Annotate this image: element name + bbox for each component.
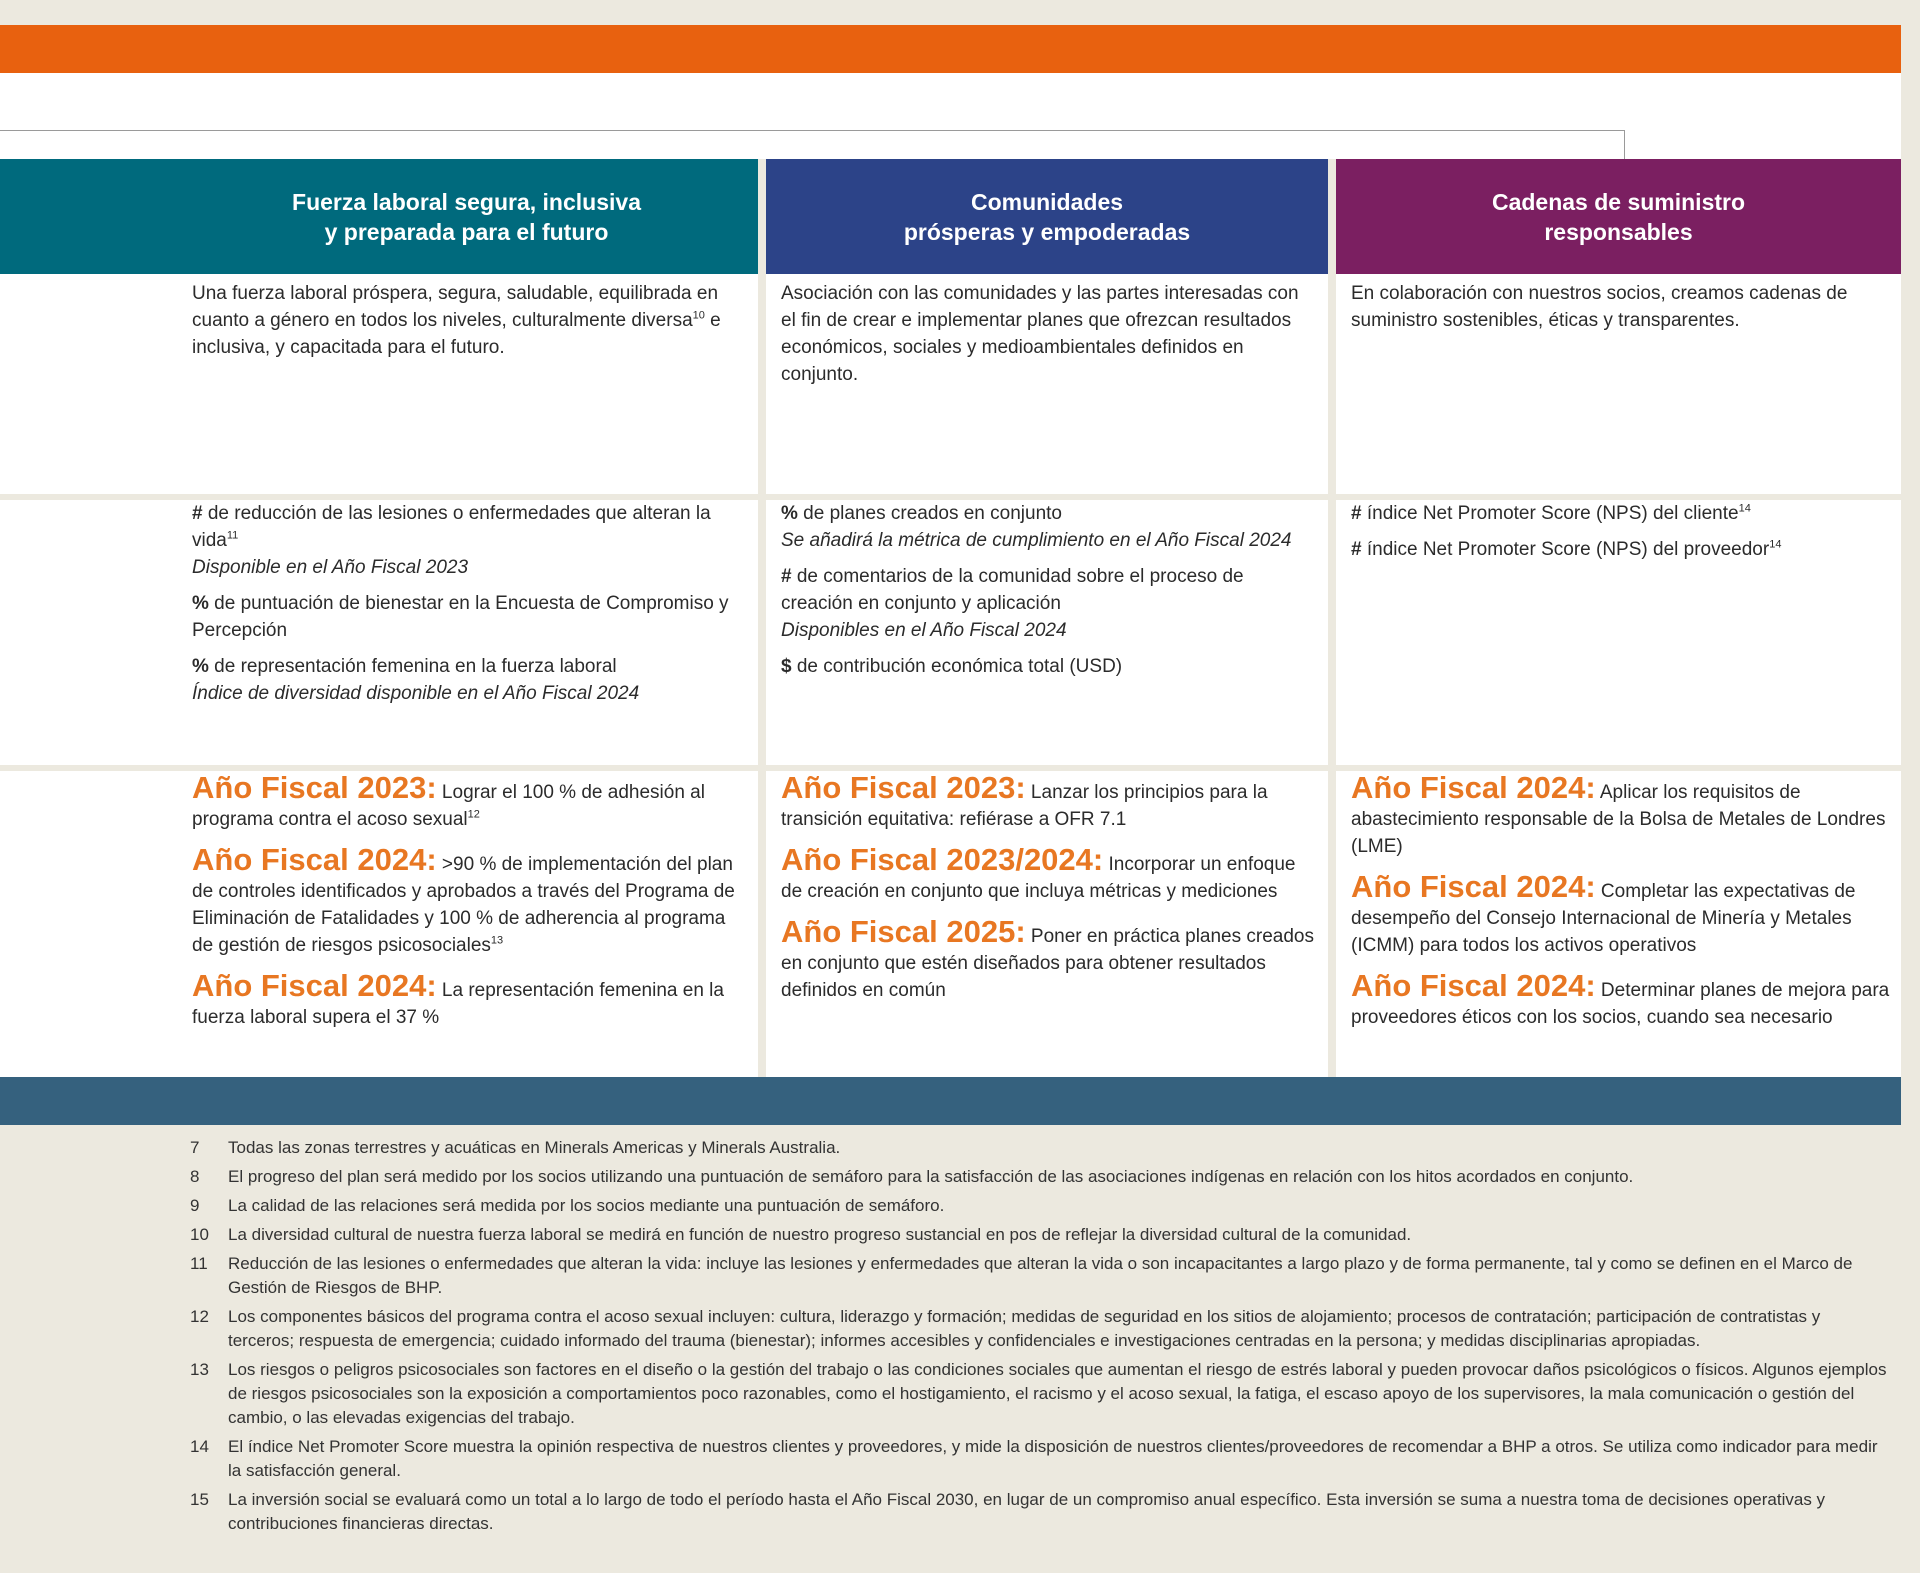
target-item: Año Fiscal 2024: Completar las expectativas de desempeño del Consejo Internacional de Minería y Metales (ICMM) para todos los activos operativos bbox=[1351, 869, 1856, 956]
target-item: Año Fiscal 2023/2024: Incorporar un enfoque de creación en conjunto que incluya métricas y mediciones bbox=[781, 842, 1296, 902]
description-text: Una fuerza laboral próspera, segura, saludable, equilibrada en cuanto a género en todos los niveles, culturalmente diversa$^{10}$ e inclusiva, y capacitada para el futuro. bbox=[192, 283, 721, 358]
header-line: Fuerza laboral segura, inclusiva bbox=[292, 188, 641, 215]
target-item: Año Fiscal 2024: >90 % de implementación del plan de controles identificados y aprobados a través del Programa de Eliminación de Fatalidades y 100 % de adherencia al programa de gestión de riesgos psicosociales$^{13}$ bbox=[192, 842, 735, 956]
targets-cell-communities bbox=[766, 771, 1328, 1077]
target-item: Año Fiscal 2024: Determinar planes de mejora para proveedores éticos con los socios, cuando sea necesario bbox=[1351, 968, 1890, 1028]
description-cell-communities bbox=[766, 274, 1328, 494]
metric-item: # de comentarios de la comunidad sobre el proceso de creación en conjunto y aplicación Disponibles en el Año Fiscal 2024 bbox=[781, 566, 1244, 641]
metric-item: # índice Net Promoter Score (NPS) del cliente$^{14}$ bbox=[1351, 502, 1751, 524]
bottom-blue-bar bbox=[0, 1077, 1901, 1125]
description-text: En colaboración con nuestros socios, creamos cadenas de suministro sostenibles, éticas y transparentes. bbox=[1351, 283, 1848, 331]
description-text: Asociación con las comunidades y las partes interesadas con el fin de crear e implementar planes que ofrezcan resultados económicos, sociales y medioambientales definidos en conjunto. bbox=[781, 283, 1299, 385]
footnote: 7 Todas las zonas terrestres y acuáticas en Minerals Americas y Minerals Australia. bbox=[190, 1138, 841, 1157]
header-line: Cadenas de suministro bbox=[1491, 188, 1746, 215]
footnote: 12 Los componentes básicos del programa contra el acoso sexual incluyen: cultura, liderazgo y formación; medidas de seguridad en los sitios de alojamiento; procesos de contratación; participación de contratistas y terceros; respuesta de emergencia; cuidado informado del trauma (bienestar); informes accesibles y confidenciales e investigaciones centradas en la persona; y medidas disciplinarias apropiadas. bbox=[190, 1307, 1821, 1350]
targets-cell-supply-chains bbox=[1336, 771, 1901, 1077]
metrics-cell-supply-chains bbox=[1336, 500, 1901, 765]
target-item: Año Fiscal 2023: Lograr el 100 % de adhesión al programa contra el acoso sexual$^{12}$ bbox=[192, 770, 705, 830]
metric-item: % de representación femenina en la fuerza laboral Índice de diversidad disponible en el Año Fiscal 2024 bbox=[192, 656, 640, 704]
target-item: Año Fiscal 2024: Aplicar los requisitos de abastecimiento responsable de la Bolsa de Metales de Londres (LME) bbox=[1351, 770, 1886, 857]
footnote: 13 Los riesgos o peligros psicosociales son factores en el diseño o la gestión del trabajo o las condiciones sociales que aumentan el riesgo de estrés laboral y pueden provocar daños psicológicos o físicos. Algunos ejemplos de riesgos psicosociales son la exposición a comportamientos poco razonables, como el hostigamiento, el racismo y el acoso sexual, la fatiga, el escaso apoyo de los supervisores, la mala comunicación o gestión del cambio, o las elevadas exigencias del trabajo. bbox=[190, 1360, 1887, 1427]
target-item: Año Fiscal 2025: Poner en práctica planes creados en conjunto que estén diseñados para obtener resultados definidos en común bbox=[781, 914, 1314, 1001]
target-item: Año Fiscal 2024: La representación femenina en la fuerza laboral supera el 37 % bbox=[192, 968, 724, 1028]
footnotes bbox=[190, 1136, 1890, 1541]
targets-cell-workforce bbox=[0, 771, 758, 1077]
column-header-communities bbox=[766, 159, 1328, 274]
bracket-line bbox=[0, 130, 1625, 159]
metrics-cell-communities bbox=[766, 500, 1328, 765]
metric-item: # índice Net Promoter Score (NPS) del proveedor$^{14}$ bbox=[1351, 538, 1782, 560]
metrics-cell-workforce bbox=[0, 500, 758, 765]
description-cell-supply-chains bbox=[1336, 274, 1901, 494]
column-header-supply-chains bbox=[1336, 159, 1901, 274]
footnote: 10 La diversidad cultural de nuestra fuerza laboral se medirá en función de nuestro progreso sustancial en pos de reflejar la diversidad cultural de la comunidad. bbox=[190, 1225, 1412, 1244]
metric-item: $ de contribución económica total (USD) bbox=[781, 656, 1123, 677]
metric-item: # de reducción de las lesiones o enfermedades que alteran la vida$^{11}$ Disponible en el Año Fiscal 2023 bbox=[192, 503, 711, 578]
header-line: prósperas y empoderadas bbox=[903, 218, 1191, 245]
footnote: 8 El progreso del plan será medido por los socios utilizando una puntuación de semáforo para la satisfacción de las asociaciones indígenas en relación con los hitos acordados en conjunto. bbox=[190, 1167, 1634, 1186]
header-line: Comunidades bbox=[970, 188, 1124, 215]
description-cell-workforce bbox=[0, 274, 758, 494]
target-item: Año Fiscal 2023: Lanzar los principios para la transición equitativa: refiérase a OFR 7.1 bbox=[781, 770, 1268, 830]
footnote: 11 Reducción de las lesiones o enfermedades que alteran la vida: incluye las lesiones y enfermedades que alteran la vida o son incapacitantes a largo plazo y de forma permanente, tal y como se definen en el Marco de Gestión de Riesgos de BHP. bbox=[190, 1254, 1853, 1297]
column-header-workforce bbox=[0, 159, 758, 274]
footnote: 9 La calidad de las relaciones será medida por los socios mediante una puntuación de semáforo. bbox=[190, 1196, 945, 1215]
top-orange-bar bbox=[0, 25, 1901, 73]
metric-item: % de puntuación de bienestar en la Encuesta de Compromiso y Percepción bbox=[192, 593, 729, 641]
footnote: 15 La inversión social se evaluará como un total a lo largo de todo el período hasta el Año Fiscal 2030, en lugar de un compromiso anual específico. Esta inversión se suma a nuestra toma de decisiones operativas y contribuciones financieras directas. bbox=[190, 1490, 1826, 1533]
footnote: 14 El índice Net Promoter Score muestra la opinión respectiva de nuestros clientes y proveedores, y mide la disposición de nuestros clientes/proveedores de recomendar a BHP a otros. Se utiliza como indicador para medir la satisfacción general. bbox=[190, 1437, 1878, 1480]
metric-item: % de planes creados en conjunto Se añadirá la métrica de cumplimiento en el Año Fiscal 2024 bbox=[781, 503, 1292, 551]
header-line: y preparada para el futuro bbox=[324, 218, 609, 245]
header-line: responsables bbox=[1544, 218, 1693, 245]
